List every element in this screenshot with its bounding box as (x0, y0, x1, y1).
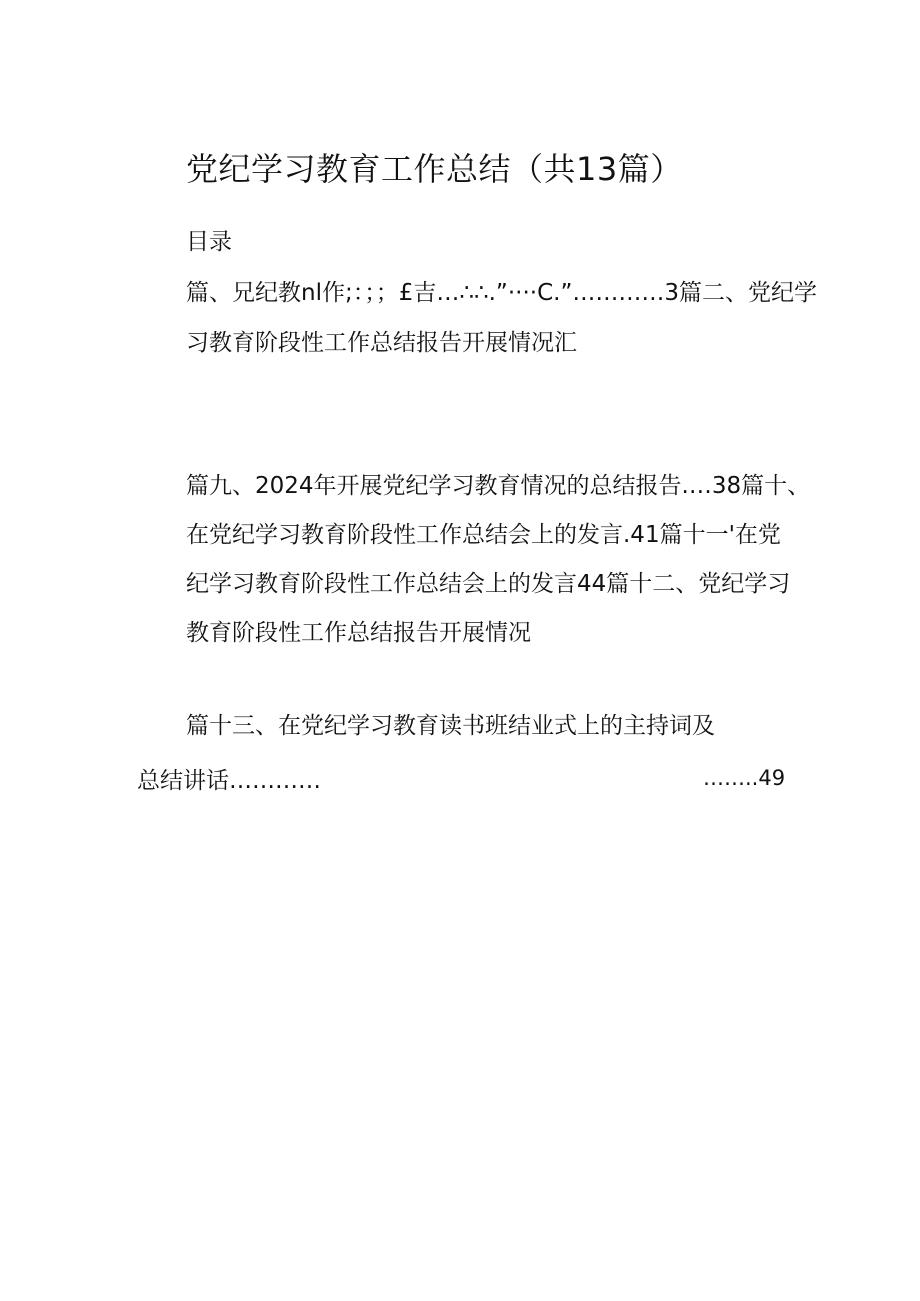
toc-line: 总结讲话………… (137, 768, 321, 794)
toc-line: 纪学习教育阶段性工作总结会上的发言44篇十二、党纪学习 (186, 571, 791, 597)
toc-line: 篇、兄纪教nl作;：；；£吉…∴∴.”····C.”…………3篇二、党纪学 (186, 280, 818, 306)
document-title: 党纪学习教育工作总结（共13篇） (186, 150, 683, 188)
toc-line: 在党纪学习教育阶段性工作总结会上的发言.41篇十一'在党 (186, 522, 781, 548)
toc-line: 篇九、2024年开展党纪学习教育情况的总结报告.…38篇十、 (186, 473, 811, 499)
toc-heading: 目录 (186, 229, 232, 255)
toc-line: 篇十三、在党纪学习教育读书班结业式上的主持词及 (186, 713, 715, 739)
toc-page-number: ……..49 (703, 766, 786, 790)
toc-line: 教育阶段性工作总结报告开展情况 (186, 620, 531, 646)
toc-line: 习教育阶段性工作总结报告开展情况汇 (186, 330, 577, 356)
